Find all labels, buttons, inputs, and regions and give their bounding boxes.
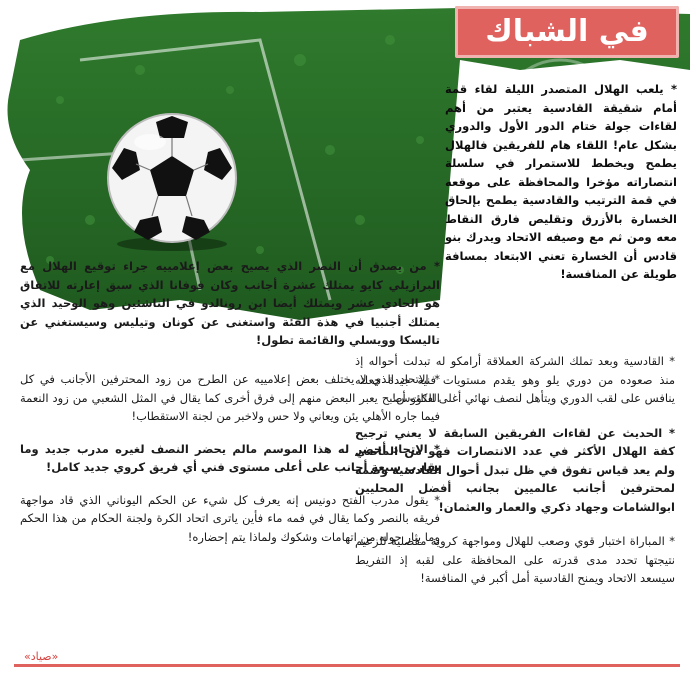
paragraph: * يقول مدرب الفتح دونيس إنه يعرف كل شيء عن الحكم اليوناني الذي قاد مواجهة فريقه بالنصر وكما يقال في فمه ماء فأين ياترى اتحاد الكرة ولجنة الحكام من هذا الحكم وما يثار حوله من اتهامات وشكوك ولماذا يتم إحضاره! xyxy=(20,492,440,544)
paragraph: * الحديث عن لقاءات الفريقين السابقة لا يعني ترجيح كفة الهلال الأكثر في عدد الانتصارات فهو من الماضي ولم يعد قياس تفوق في ظل تبدل أحوال القادسية وضمه لمحترفين أجانب عالميين بجانب أفضل المحليين ابوالشامات وجهاد ذكري والعمار والعثمان! xyxy=(355,425,675,514)
article-right-column xyxy=(355,352,675,604)
paragraph: * الاتحاد أحضر له هذا الموسم مالم يحضر النصف لغيره مدرب جديد وما يقارب سبعة أجانب على أعلى مستوى فني أي فريق كروي جديد كامل! xyxy=(20,441,440,474)
soccer-ball-icon xyxy=(100,108,245,253)
paragraph: * الاتحاد الذي لا يختلف بعض إعلامييه عن الطرح من زود المحترفين الأجانب في كل الفئات أصبح يعبر البعض منهم إلى فرق أخرى كما يقال في المثل الشعبي من زود النعمة فيما جاره الأهلي يئن ويعاني ولا حس ولاخبر من لجنة الاستقطاب! xyxy=(20,372,440,423)
paragraph: * يلعب الهلال المتصدر الليلة لقاء قمة أمام شقيقة القادسية يعتبر من أهم لقاءات جولة ختام الدور الأول والدوري بشكل عام! اللقاء هام للفريقين فالهلال يطمح ويخطط للاستمرار في سلسلة انتصاراته مؤخرا والمحافظة على موقعه في قمة الترتيب والقادسية يطمح بإلحاق الخسارة بالأزرق وتقليص فارق النقاط معه ومن ثم مع وصيفه الاتحاد ويدرك بنو قادس أن الخسارة تعني الابتعاد بمسافة طويلة عن المنافسة! xyxy=(445,82,677,281)
article-left-top xyxy=(20,257,440,364)
section-title-box xyxy=(455,6,679,58)
paragraph: * من يصدق أن النصر الذي يصيح بعض إعلامييه جراء توقيع الهلال مع البرازيلي كايو يمتلك عشرة أجانب وكان فوفانا الذي سبق إعارته للاتفاق هو الحادي عشر ويمتلك أيضا ابن رونالدو في الناشئين وهو الوحيد الذي يمتلك أجنبيا في هذة الفئة واستغنى عن كونان وتيليس وسيستغني عن تاليسكا وويسلي والقائمة تطول! xyxy=(20,259,440,347)
article-intro-column xyxy=(445,80,677,284)
paragraph: * القادسية وبعد تملك الشركة العملاقة أرامكو له تبدلت أحواله إذ منذ صعوده من دوري يلو وهو يقدم مستويات فنية جيدة جعلته ينافس على لقب الدوري ويتأهل لنصف نهائي أغلى الكؤوس! xyxy=(355,354,675,405)
paragraph: * المباراة اختبار قوي وصعب للهلال ومواجهة كروية مفصلية للزعيم نتيجتها تحدد مدى قدرته على المحافظة على لقبه إذ التفريط سيسعد الاتحاد ويمنح القادسية أمل أكبر في المنافسة! xyxy=(355,534,675,585)
bottom-divider xyxy=(14,664,680,667)
section-title: في الشباك xyxy=(485,14,649,49)
author-signature: «صياد» xyxy=(24,650,59,663)
